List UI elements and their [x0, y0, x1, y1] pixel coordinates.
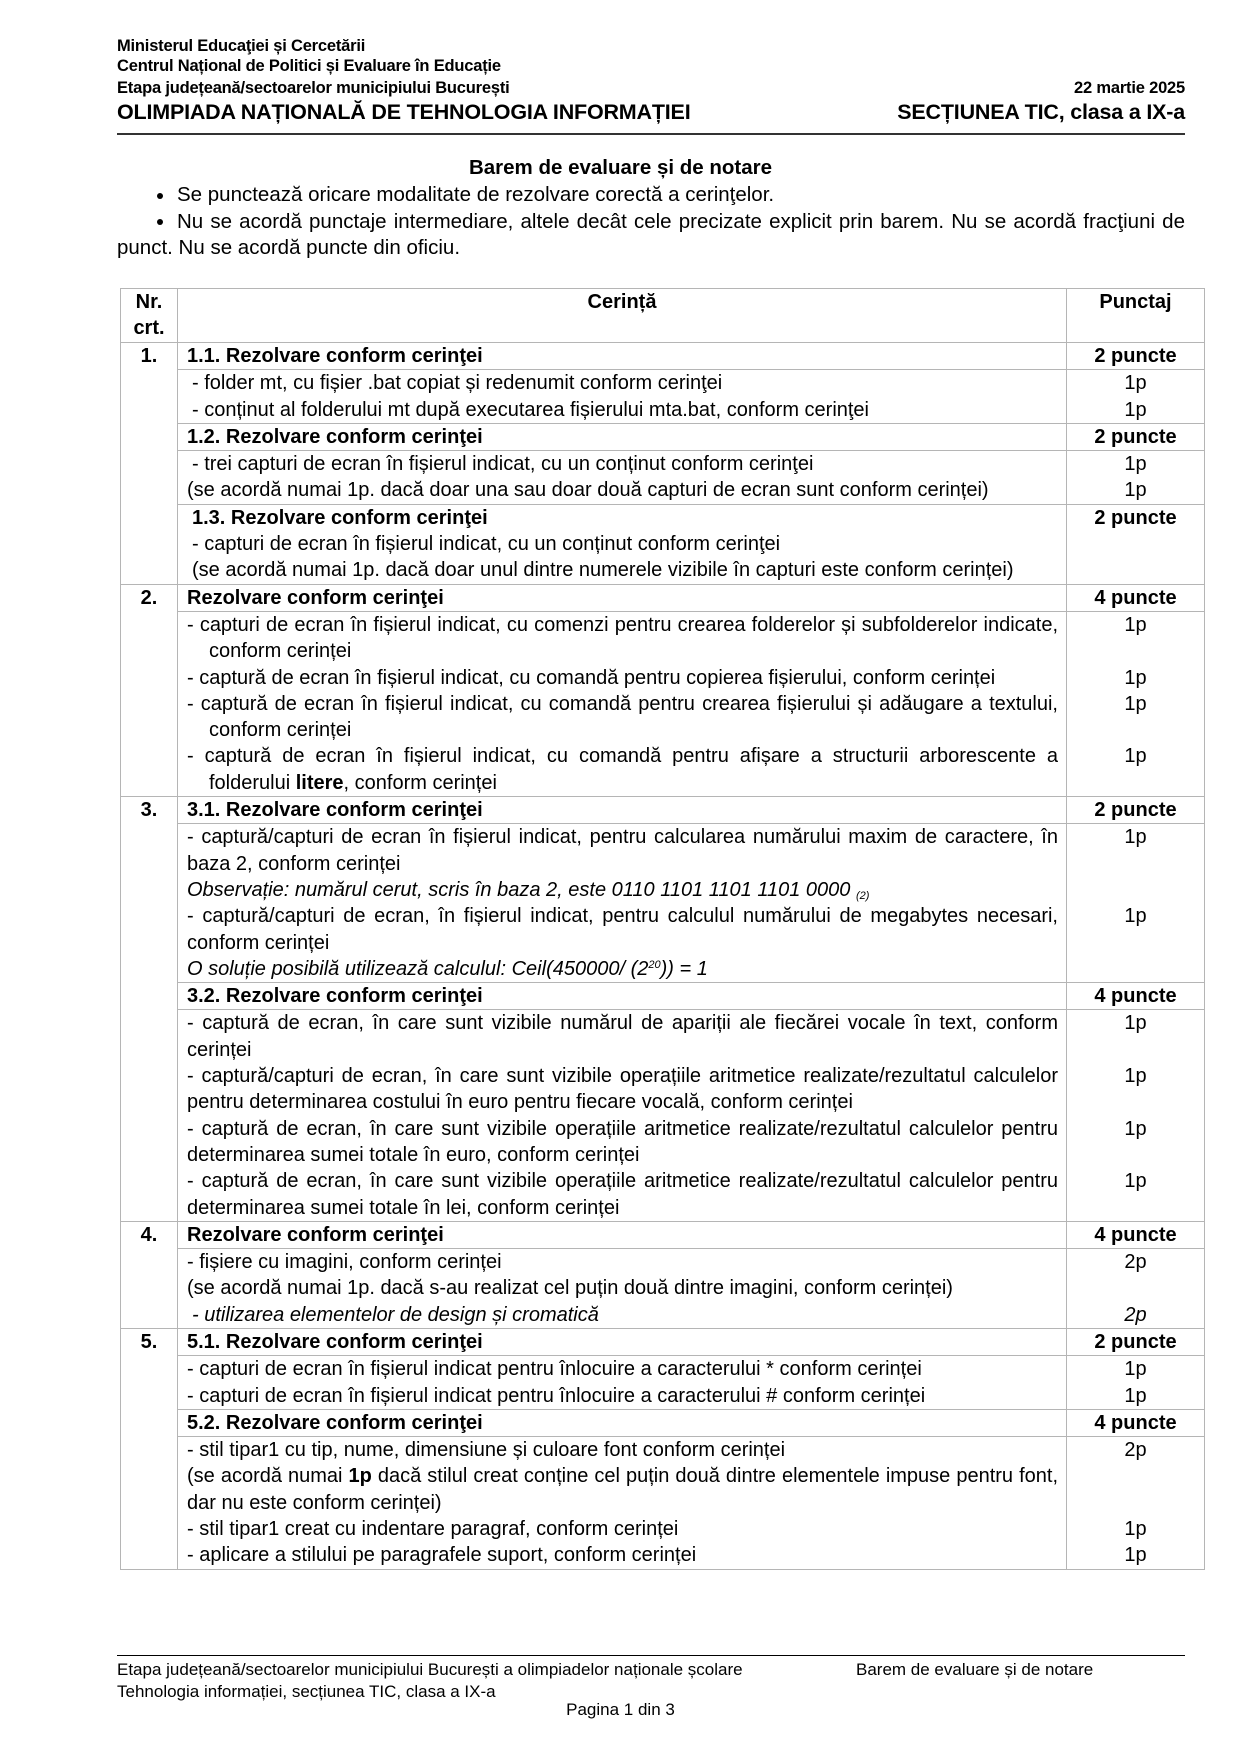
footer-subject: Tehnologia informației, secțiunea TIC, clasa a IX-a	[117, 1682, 496, 1701]
criterion-text: - capturi de ecran în fișierul indicat, cu un conținut conform cerinţei	[192, 533, 781, 556]
criterion-points: 1p	[1066, 450, 1204, 477]
criterion-text: - stil tipar1 creat cu indentare paragraf, conform cerinței	[187, 1518, 679, 1541]
text-segment: 20	[648, 958, 661, 971]
stage-name: Etapa județeană/sectoarelor municipiului București	[117, 79, 510, 97]
section-number: 1.	[121, 343, 178, 585]
rule-item	[117, 209, 1185, 262]
exam-date: 22 martie 2025	[1074, 79, 1185, 97]
center-name: Centrul Național de Politici și Evaluare în Educație	[117, 57, 501, 75]
criterion-text: - captură de ecran, în care sunt vizibile operațiile aritmetice realizate/rezultatul calculelor pentru determinarea sumei totale în lei, conform cerinței	[187, 1170, 1058, 1219]
criterion-points: 2 puncte	[1066, 343, 1204, 369]
section-body	[178, 1328, 1205, 1569]
section-row	[121, 1328, 1205, 1569]
criterion-text: - trei capturi de ecran în fișierul indicat, cu un conținut conform cerinţei	[178, 450, 1066, 477]
criterion-points	[1066, 877, 1204, 903]
criterion-points: 2 puncte	[1066, 797, 1204, 823]
document-title: Barem de evaluare și de notare	[468, 156, 773, 179]
header-punctaj: Punctaj	[1066, 289, 1204, 342]
bullet-icon	[117, 182, 177, 209]
criterion-points: 4 puncte	[1066, 585, 1204, 611]
criterion-heading: 1.3. Rezolvare conform cerinţei	[178, 504, 1066, 531]
text-segment: )) = 1	[660, 957, 708, 980]
criterion-text: - captură de ecran în fișierul indicat, cu comandă pentru crearea fișierului și adăugare a textului, conform cerinței	[187, 692, 1058, 742]
criterion-text: (se acordă numai 1p. dacă doar una sau doar două capturi de ecran sunt conform cerinței)	[187, 479, 989, 502]
section-number: 5.	[121, 1328, 178, 1569]
criterion-heading: 3.1. Rezolvare conform cerinţei	[187, 799, 483, 822]
criterion-points: 2 puncte	[1066, 423, 1204, 450]
criterion-text: - captură/capturi de ecran în fișierul indicat, pentru calcularea numărului maxim de caractere, în baza 2, conform cerinței	[178, 823, 1066, 877]
criterion-text: (se acordă numai 1p. dacă doar unul dintre numerele vizibile în capturi este conform cerinței)	[192, 559, 1014, 582]
rule-text: Se punctează oricare modalitate de rezolvare corectă a cerinţelor.	[177, 183, 775, 206]
general-rules	[117, 182, 1185, 262]
criterion-text: (se acordă numai 1p. dacă s-au realizat cel puțin două dintre imagini, conform cerinței)	[187, 1277, 953, 1300]
section-class: SECȚIUNEA TIC, clasa a IX-a	[897, 100, 1185, 124]
section-body	[178, 343, 1205, 585]
text-segment: (2)	[855, 889, 870, 902]
criterion-points: 1p	[1066, 1383, 1204, 1409]
criterion-points: 2 puncte	[1066, 1329, 1204, 1355]
olympiad-row	[117, 100, 1185, 125]
criterion-points	[1066, 956, 1204, 982]
text-segment: (se acordă numai	[187, 1465, 349, 1488]
criterion-points: 1p	[1066, 397, 1204, 423]
text-segment: Observație: numărul cerut, scris în baza 2, este 0110 1101 1101 1101 0000	[187, 878, 856, 901]
section-grid	[178, 1329, 1204, 1569]
criterion-text: - captură de ecran, în care sunt vizibile operațiile aritmetice realizate/rezultatul calculelor pentru determinarea sumei totale în euro, conform cerinței	[187, 1117, 1058, 1166]
stage-row	[117, 79, 1185, 98]
criterion-text	[178, 956, 1066, 982]
criterion-points	[1066, 1463, 1204, 1516]
text-segment: litere	[295, 771, 344, 794]
ministry-name: Ministerul Educaţiei și Cercetării	[117, 37, 366, 55]
text-segment: dacă stilul creat conține cel puțin două dintre elementele impuse pentru font, dar nu este conform cerinței)	[187, 1465, 1058, 1514]
criterion-text	[178, 877, 1066, 903]
criterion-points: 1p	[1066, 369, 1204, 396]
bullet-icon	[117, 209, 177, 236]
section-grid	[178, 585, 1204, 796]
criterion-text: - capturi de ecran în fișierul indicat, cu comenzi pentru crearea folderelor și subfolderelor indicate, conform cerinței	[178, 611, 1066, 665]
section-number: 3.	[121, 797, 178, 1222]
criterion-points	[1066, 531, 1204, 557]
criterion-text: - captură/capturi de ecran, în fișierul indicat, pentru calculul numărului de megabytes necesari, conform cerinței	[187, 905, 1058, 954]
criterion-text	[178, 1463, 1066, 1516]
criterion-points: 1p	[1066, 1516, 1204, 1542]
rule-text: Nu se acordă punctaje intermediare, altele decât cele precizate explicit prin barem. Nu se acordă fracţiuni de punct. Nu se acordă puncte din oficiu.	[117, 209, 1185, 259]
criterion-points: 2 puncte	[1066, 504, 1204, 531]
criterion-points: 1p	[1066, 743, 1204, 796]
criterion-points: 1p	[1066, 823, 1204, 877]
criterion-points: 1p	[1066, 1009, 1204, 1063]
criterion-points: 1p	[1066, 1063, 1204, 1116]
header-grid	[178, 289, 1204, 342]
criterion-points: 2p	[1066, 1302, 1204, 1328]
criterion-text: - captură de ecran în fișierul indicat, cu comandă pentru copierea fișierului, conform cerinței	[187, 666, 996, 689]
criterion-heading: 1.1. Rezolvare conform cerinţei	[187, 345, 483, 367]
criterion-heading: 5.1. Rezolvare conform cerinţei	[187, 1330, 483, 1353]
criterion-text: - capturi de ecran în fișierul indicat pentru înlocuire a caracterului # conform cerinței	[187, 1384, 926, 1407]
text-segment: , conform cerinței	[343, 771, 497, 794]
criterion-points: 2p	[1066, 1436, 1204, 1463]
criterion-points: 4 puncte	[1066, 1409, 1204, 1436]
criterion-text: - aplicare a stilului pe paragrafele suport, conform cerinței	[187, 1544, 697, 1567]
footer-divider	[117, 1655, 1185, 1656]
criterion-points: 1p	[1066, 903, 1204, 956]
section-row	[121, 1221, 1205, 1328]
section-body	[178, 1221, 1205, 1328]
criterion-heading: 5.2. Rezolvare conform cerinţei	[178, 1409, 1066, 1436]
section-number: 4.	[121, 1221, 178, 1328]
section-number: 2.	[121, 584, 178, 796]
page-number: Pagina 1 din 3	[566, 1700, 675, 1719]
header-nr: Nr. crt.	[121, 289, 178, 343]
criterion-text: - fișiere cu imagini, conform cerinței	[178, 1248, 1066, 1275]
text-segment: - captură de ecran în fișierul indicat, cu comandă pentru afișare a structurii arborescente a folderului	[187, 745, 1058, 794]
criterion-text: - utilizarea elementelor de design și cromatică	[192, 1303, 599, 1326]
footer-stage: Etapa județeană/sectoarelor municipiului București a olimpiadelor naționale școlare	[117, 1660, 743, 1679]
criterion-points: 1p	[1066, 611, 1204, 665]
rule-item	[117, 182, 1185, 209]
criterion-points: 1p	[1066, 1355, 1204, 1382]
text-segment: 1p	[348, 1465, 372, 1488]
criterion-text: - capturi de ecran în fișierul indicat pentru înlocuire a caracterului * conform cerinței	[178, 1355, 1066, 1382]
header-divider	[117, 133, 1185, 135]
footer-row1	[117, 1660, 1185, 1680]
olympiad-title: OLIMPIADA NAȚIONALĂ DE TEHNOLOGIA INFORMAȚIEI	[117, 100, 691, 124]
criterion-points: 1p	[1066, 1542, 1204, 1568]
criterion-text: - captură/capturi de ecran, în care sunt vizibile operațiile aritmetice realizate/rezultatul calculelor pentru determinarea costului în euro pentru fiecare vocală, conform cerinței	[187, 1065, 1058, 1114]
section-grid	[178, 1222, 1204, 1328]
criterion-points: 1p	[1066, 691, 1204, 744]
header-cells	[178, 289, 1205, 343]
criterion-text: - stil tipar1 cu tip, nume, dimensiune și culoare font conform cerinței	[178, 1436, 1066, 1463]
header-cerinta: Cerință	[587, 291, 657, 313]
criterion-points: 4 puncte	[1066, 982, 1204, 1009]
section-row	[121, 797, 1205, 1222]
section-row	[121, 343, 1205, 585]
criterion-text: - folder mt, cu fișier .bat copiat și redenumit conform cerinţei	[178, 369, 1066, 396]
criterion-heading: Rezolvare conform cerinţei	[187, 586, 444, 609]
section-body	[178, 584, 1205, 796]
criterion-points: 4 puncte	[1066, 1222, 1204, 1248]
criterion-points: 1p	[1066, 1116, 1204, 1169]
table-header-row	[121, 289, 1205, 343]
criterion-heading: 3.2. Rezolvare conform cerinţei	[178, 982, 1066, 1009]
criterion-points	[1066, 557, 1204, 583]
text-segment: O soluție posibilă utilizează calculul: Ceil(450000/ (2	[187, 957, 649, 980]
criterion-points: 2p	[1066, 1248, 1204, 1275]
criterion-text	[178, 743, 1066, 796]
section-grid	[178, 797, 1204, 1221]
criterion-points: 1p	[1066, 1168, 1204, 1221]
criterion-heading: 1.2. Rezolvare conform cerinţei	[178, 423, 1066, 450]
criterion-points: 1p	[1066, 665, 1204, 691]
criterion-text: - conținut al folderului mt după executarea fișierului mta.bat, conform cerinţei	[192, 398, 870, 421]
section-row	[121, 584, 1205, 796]
criterion-heading: Rezolvare conform cerinţei	[187, 1223, 444, 1246]
scoring-table	[120, 288, 1205, 1570]
section-grid	[178, 343, 1204, 584]
criterion-points: 1p	[1066, 477, 1204, 503]
section-body	[178, 797, 1205, 1222]
footer-doc-title: Barem de evaluare și de notare	[856, 1660, 1094, 1679]
criterion-text: - captură de ecran, în care sunt vizibile numărul de apariții ale fiecărei vocale în text, conform cerinței	[178, 1009, 1066, 1063]
criterion-points	[1066, 1275, 1204, 1301]
